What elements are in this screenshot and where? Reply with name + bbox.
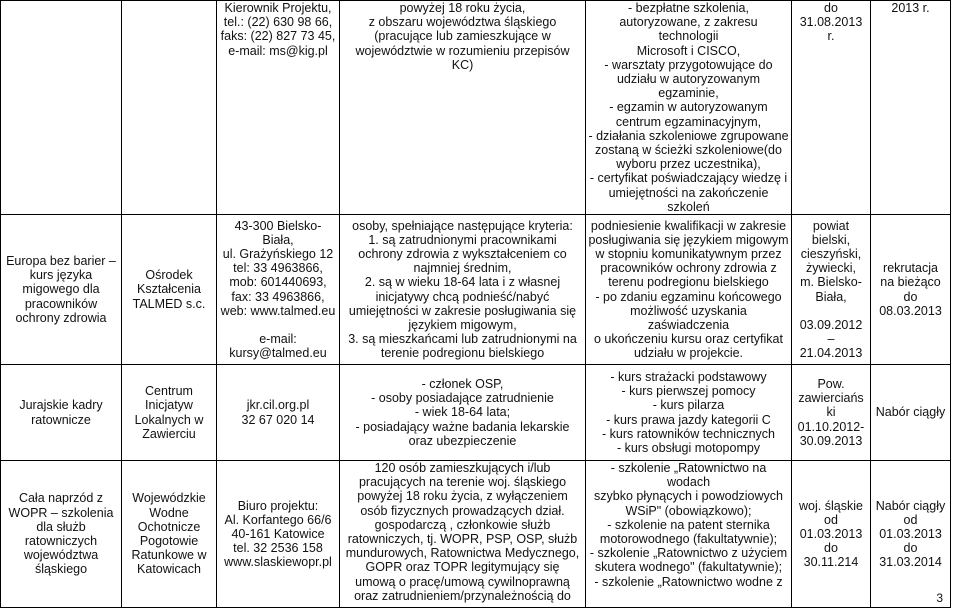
page-number: 3 — [936, 591, 943, 605]
contact-cell: jkr.cil.org.pl 32 67 020 14 — [217, 365, 340, 461]
target-group-cell: powyżej 18 roku życia, z obszaru województwa śląskiego (pracujące lub zamieszkujące w województwie w rozumieniu przepisów KC) — [340, 1, 586, 215]
area-period-cell: Pow. zawierciańs ki 01.10.2012- 30.09.2013 — [792, 365, 871, 461]
offer-cell: - kurs strażacki podstawowy - kurs pierwszej pomocy - kurs pilarza - kurs prawa jazdy kategorii C - kurs ratowników technicznych - kurs obsługi motopompy — [586, 365, 792, 461]
recruitment-cell: Nabór ciągły — [871, 365, 951, 461]
recruitment-cell: 2013 r. — [871, 1, 951, 215]
target-group-cell: - członek OSP, - osoby posiadające zatrudnienie - wiek 18-64 lata; - posiadający ważne badania lekarskie oraz ubezpieczenie — [340, 365, 586, 461]
area-period-cell: woj. śląskie od 01.03.2013 do 30.11.214 — [792, 461, 871, 608]
contact-cell: 43-300 Bielsko- Biała, ul. Grażyńskiego 12 tel: 33 4963866, mob: 601440693, fax: 33 4963866, web: www.talmed.eu e-mail: kursy@talmed.eu — [217, 215, 340, 365]
recruitment-cell: Nabór ciągły od 01.03.2013 do 31.03.2014 — [871, 461, 951, 608]
project-name-cell: Europa bez barier – kurs języka migowego dla pracowników ochrony zdrowia — [1, 215, 122, 365]
project-name-cell: Cała naprzód z WOPR – szkolenia dla służb ratowniczych województwa śląskiego — [1, 461, 122, 608]
recruitment-cell: rekrutacja na bieżąco do 08.03.2013 — [871, 215, 951, 365]
contact-cell: Kierownik Projektu, tel.: (22) 630 98 66, faks: (22) 827 73 45, e-mail: ms@kig.pl — [217, 1, 340, 215]
organizer-cell — [122, 1, 217, 215]
table-row — [1, 461, 951, 608]
project-name-cell — [1, 1, 122, 215]
offer-cell: - bezpłatne szkolenia, autoryzowane, z zakresu technologii Microsoft i CISCO, - warsztaty przygotowujące do udziału w autoryzowanym egzaminie, - egzamin w autoryzowanym centrum egzaminacyjnym, - działania szkoleniowe zgrupowane zostaną w ścieżki szkoleniowe(do wyboru przez uczestnika), - certyfikat poświadczający wiedzę i umiejętności na zakończenie szkoleń — [586, 1, 792, 215]
contact-cell: Biuro projektu: Al. Korfantego 66/6 40-161 Katowice tel. 32 2536 158 www.slaskiewopr.pl — [217, 461, 340, 608]
table-row — [1, 215, 951, 365]
organizer-cell: Wojewódzkie Wodne Ochotnicze Pogotowie Ratunkowe w Katowicach — [122, 461, 217, 608]
organizer-cell: Centrum Inicjatyw Lokalnych w Zawierciu — [122, 365, 217, 461]
offer-cell: podniesienie kwalifikacji w zakresie posługiwania się językiem migowym w stopniu komunikatywnym przez pracowników ochrony zdrowia z terenu podregionu bielskiego - po zdaniu egzaminu końcowego możliwość uzyskania zaświadczenia o ukończeniu kursu oraz certyfikat udziału w projekcie. — [586, 215, 792, 365]
offer-cell: - szkolenie „Ratownictwo na wodach szybko płynących i powodziowych WSiP" (obowiązkowo); - szkolenie na patent sternika motorowodnego (fakultatywnie); - szkolenie „Ratownictwo z użyciem skutera wodnego" (fakultatywnie); - szkolenie „Ratownictwo wodne z — [586, 461, 792, 608]
table-row — [1, 1, 951, 215]
target-group-cell: 120 osób zamieszkujących i/lub pracujących na terenie woj. śląskiego powyżej 18 roku życia, z wyłączeniem osób fizycznych prowadzących dział. gospodarczą , członkowie służb ratowniczych, tj. WOPR, PSP, OSP, służb mundurowych, Ratownictwa Medycznego, GOPR oraz TOPR legitymujący się umową o pracę/umową cywilnoprawną oraz zatrudnieniem/przynależnością do — [340, 461, 586, 608]
project-name-cell: Jurajskie kadry ratownicze — [1, 365, 122, 461]
area-period-cell: do 31.08.2013 r. — [792, 1, 871, 215]
target-group-cell: osoby, spełniające następujące kryteria: 1. są zatrudnionymi pracownikami ochrony zdrowia z wykształceniem co najmniej średnim, 2. są w wieku 18-64 lata i z własnej inicjatywy chcą podnieść/nabyć umiejętności w zakresie posługiwania się językiem migowym, 3. są mieszkańcami lub zatrudnionymi na terenie podregionu bielskiego — [340, 215, 586, 365]
organizer-cell: Ośrodek Kształcenia TALMED s.c. — [122, 215, 217, 365]
area-period-cell: powiat bielski, cieszyński, żywiecki, m. Bielsko- Biała, 03.09.2012 – 21.04.2013 — [792, 215, 871, 365]
table-row — [1, 365, 951, 461]
